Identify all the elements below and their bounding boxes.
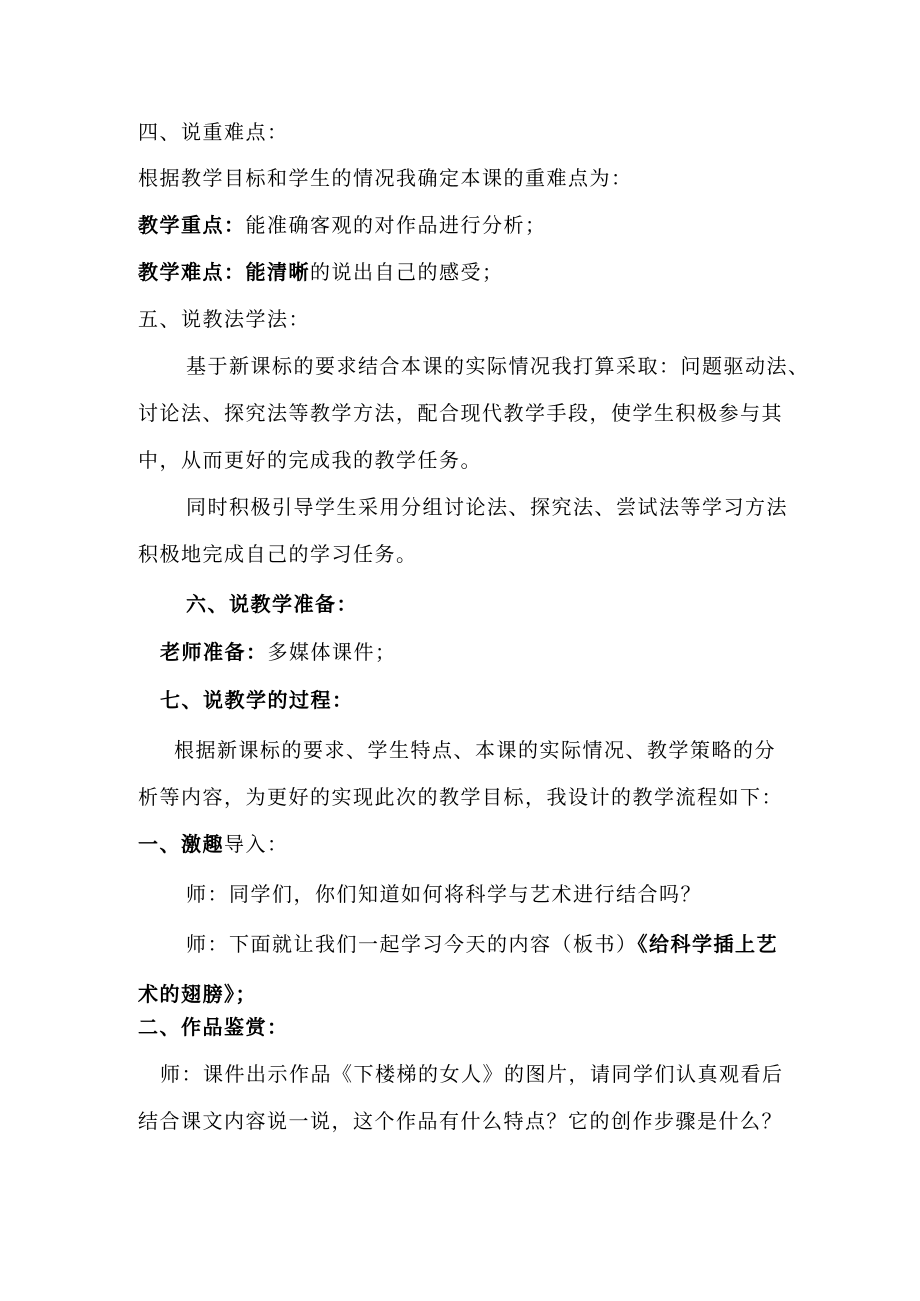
difficulty-bold-text: 能清晰 bbox=[245, 260, 310, 284]
difficulty-label: 教学难点： bbox=[138, 260, 246, 284]
heading-five: 五、说教法学法： bbox=[138, 307, 310, 331]
method-paragraph-line-1: 基于新课标的要求结合本课的实际情况我打算采取：问题驱动法、 bbox=[186, 354, 810, 378]
heading-six: 六、说教学准备： bbox=[186, 592, 358, 616]
method-paragraph-line-3: 中，从而更好的完成我的教学任务。 bbox=[138, 448, 482, 472]
teaching-key-point bbox=[138, 211, 547, 239]
method-paragraph-line-2: 讨论法、探究法等教学方法，配合现代教学手段，使学生积极参与其 bbox=[138, 401, 783, 425]
preparation-label: 老师准备： bbox=[160, 640, 268, 664]
teacher-line-2-text: 师：下面就让我们一起学习今天的内容（板书） bbox=[186, 932, 638, 956]
process-paragraph-line-2: 析等内容，为更好的实现此次的教学目标，我设计的教学流程如下： bbox=[138, 785, 783, 809]
teacher-line-3-continued: 结合课文内容说一说，这个作品有什么特点？它的创作步骤是什么？ bbox=[138, 1109, 783, 1133]
process-paragraph-line-1: 根据新课标的要求、学生特点、本课的实际情况、教学策略的分 bbox=[174, 738, 776, 762]
teacher-line-2 bbox=[186, 930, 778, 958]
lesson-title-part-2: 术的翅膀》； bbox=[138, 982, 257, 1006]
teaching-difficulty bbox=[138, 258, 504, 286]
method-paragraph2-line-1: 同时积极引导学生采用分组讨论法、探究法、尝试法等学习方法 bbox=[186, 495, 788, 519]
key-point-text: 能准确客观的对作品进行分析； bbox=[245, 213, 547, 237]
method-paragraph2-line-2: 积极地完成自己的学习任务。 bbox=[138, 542, 418, 566]
paragraph-basis: 根据教学目标和学生的情况我确定本课的重难点为： bbox=[138, 166, 633, 190]
section-two-heading: 二、作品鉴赏： bbox=[138, 1015, 289, 1039]
heading-seven: 七、说教学的过程： bbox=[160, 688, 354, 712]
difficulty-text: 的说出自己的感受； bbox=[310, 260, 504, 284]
lesson-title-part-1: 《给科学插上艺 bbox=[637, 932, 778, 956]
section-one-heading-part-b: 趣 bbox=[202, 832, 224, 856]
section-one-heading-part-c: 导入： bbox=[224, 832, 289, 856]
section-one-heading bbox=[138, 830, 289, 858]
teacher-line-3: 师：课件出示作品《下楼梯的女人》的图片，请同学们认真观看后 bbox=[160, 1062, 784, 1086]
key-point-label: 教学重点： bbox=[138, 213, 246, 237]
teacher-line-1: 师：同学们，你们知道如何将科学与艺术进行结合吗？ bbox=[186, 882, 702, 906]
teacher-preparation bbox=[160, 638, 397, 666]
section-one-heading-part-a: 一、激 bbox=[138, 832, 203, 856]
heading-four: 四、说重难点： bbox=[138, 120, 289, 144]
preparation-text: 多媒体课件； bbox=[267, 640, 397, 664]
